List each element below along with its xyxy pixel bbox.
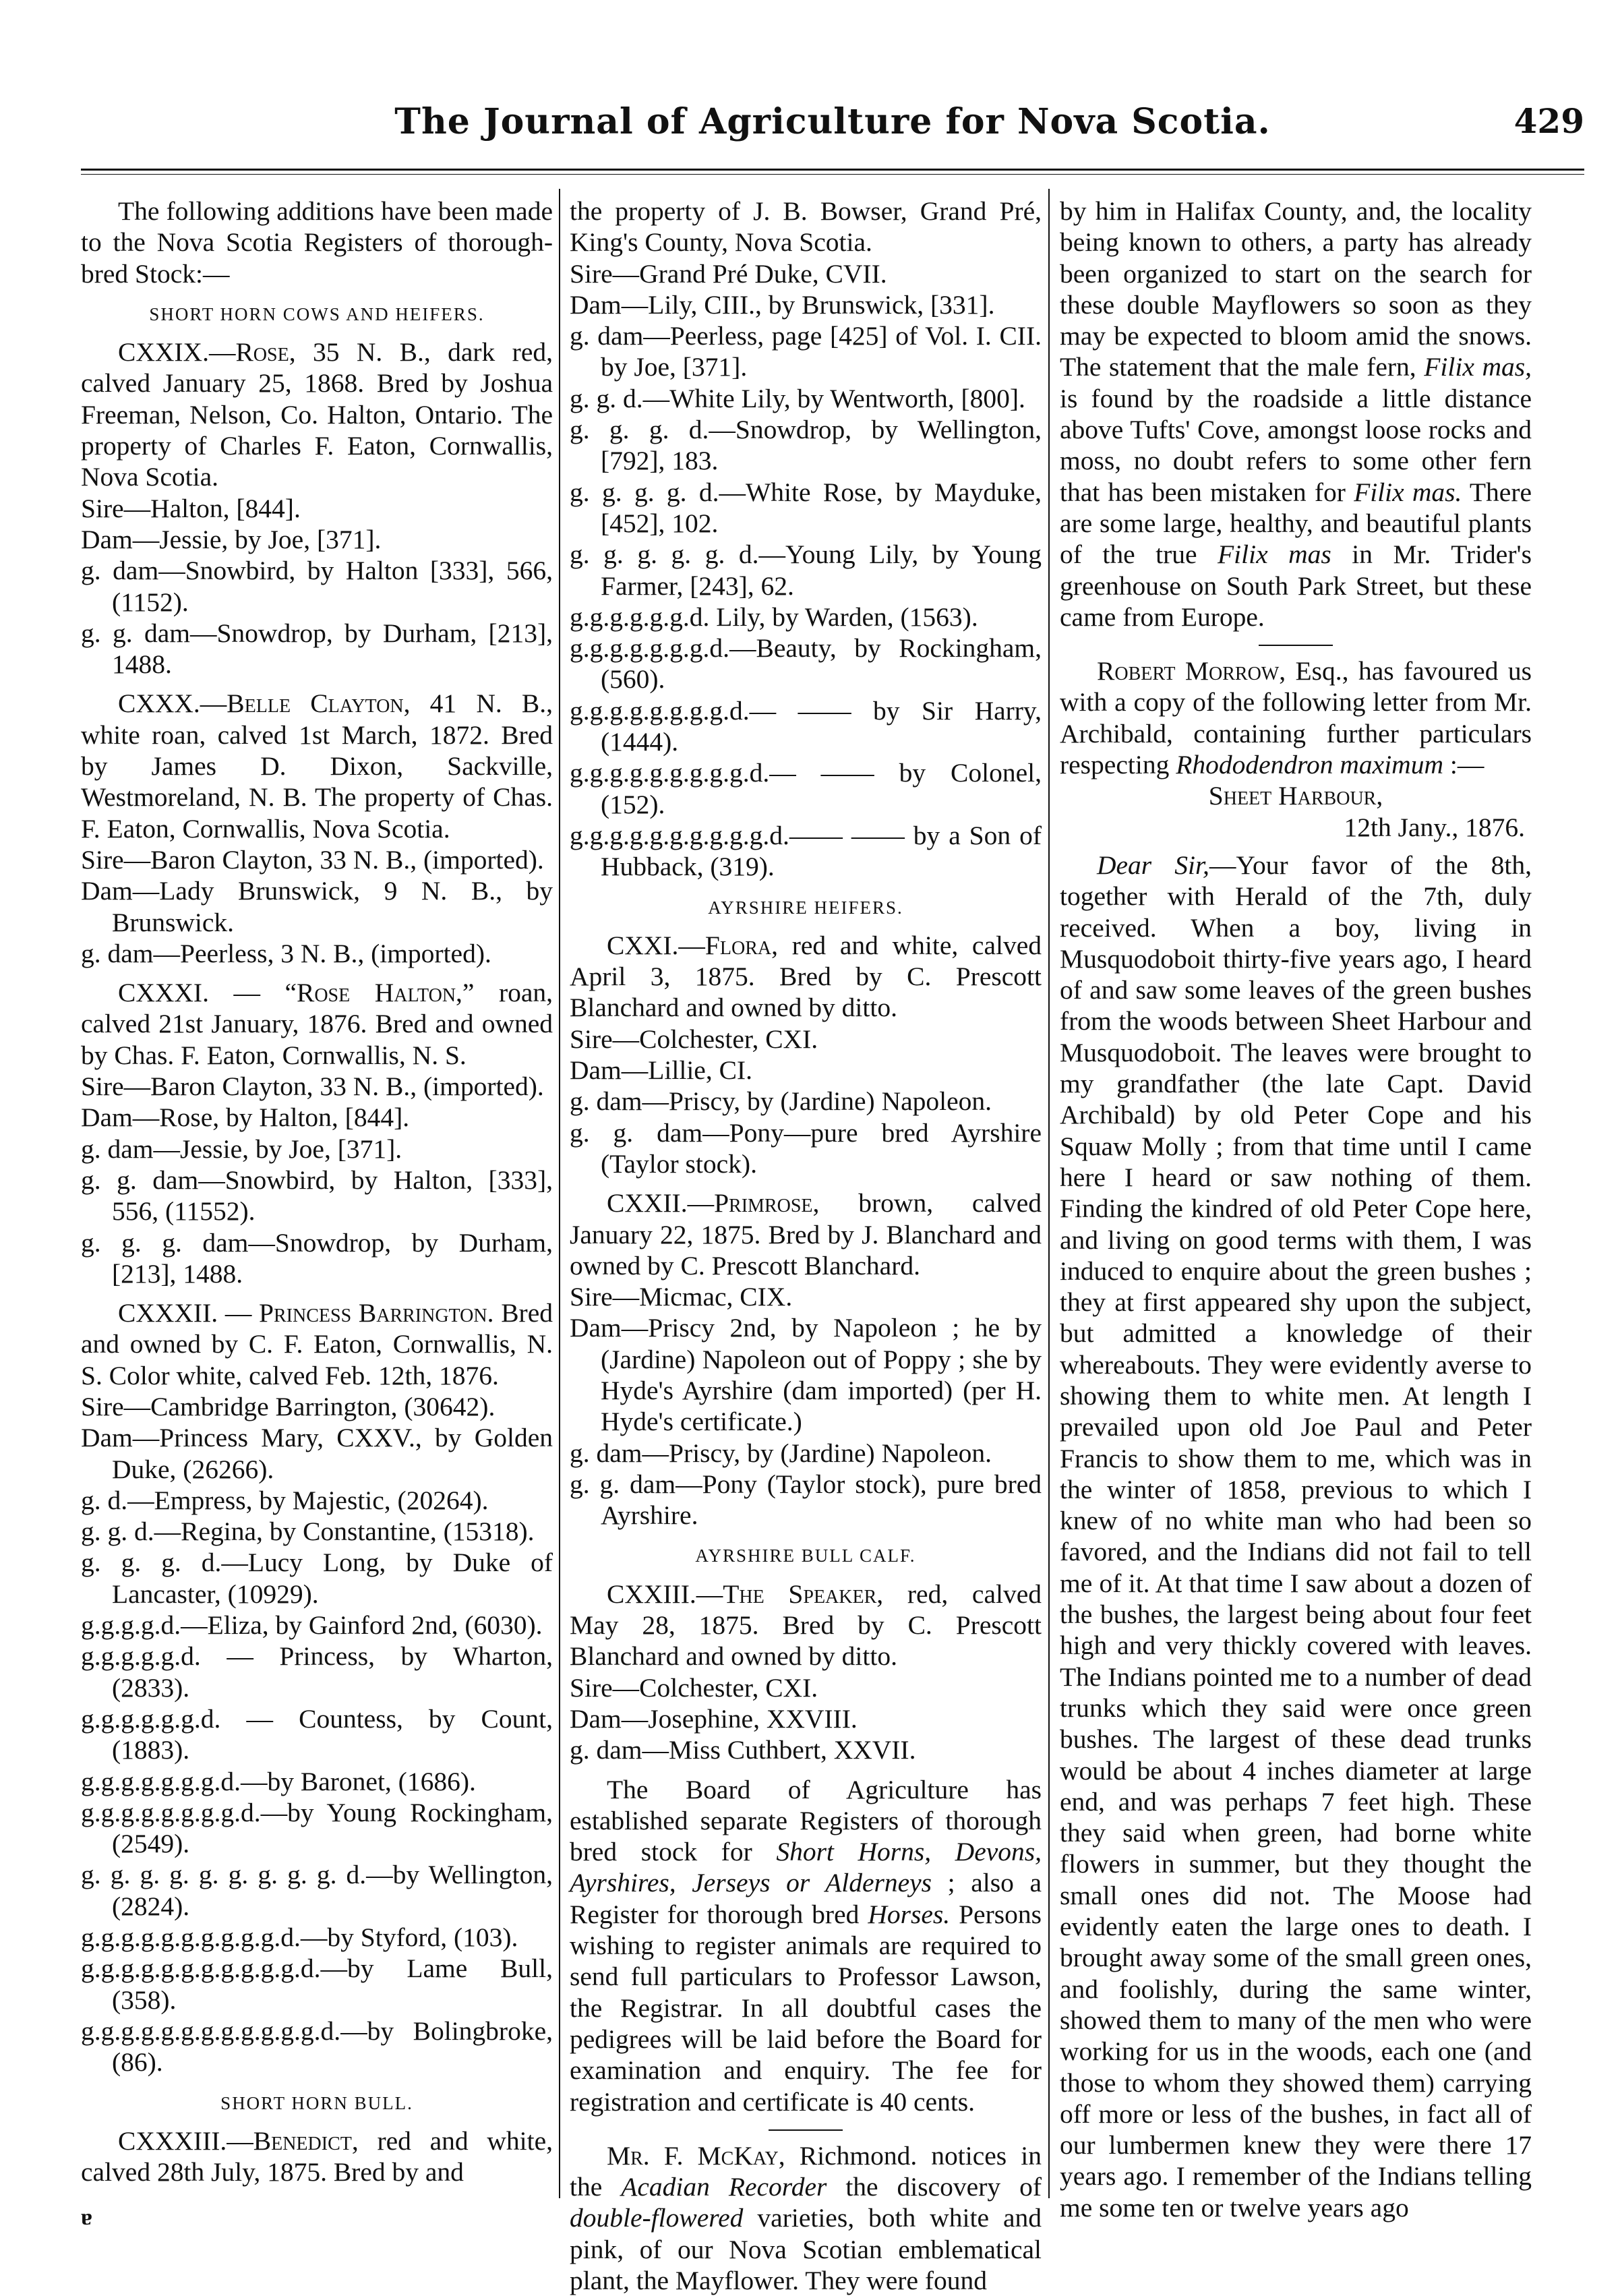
- column-divider-1: [559, 189, 560, 2198]
- pedigree-line: g. g. g. d.—Lucy Long, by Duke of Lancaster, (10929).: [81, 1548, 553, 1609]
- pedigree-line: g.g.g.g.d.—Eliza, by Gainford 2nd, (6030).: [81, 1610, 543, 1641]
- page-header: [81, 101, 1584, 155]
- letter-body: [1060, 850, 1532, 2223]
- letter-date: 12th Jany., 1876.: [1344, 812, 1525, 842]
- body-text: by him in Halifax County, and, the locality being known to others, a party has already been organized to start on the search for these double Mayflowers so soon as they may be expected to bloom amid the snows. The statement that the male fern,: [1060, 196, 1532, 382]
- page-number: 429: [1513, 101, 1584, 141]
- pedigree-line: g.g.g.g.g.g.g.g.g.g.g.d.—by Lame Bull, (358).: [81, 1953, 553, 2015]
- entry-133-continued: the property of J. B. Bowser, Grand Pré, King's County, Nova Scotia.: [570, 196, 1042, 258]
- column-divider-2: [1048, 189, 1050, 2198]
- entry-129-text: 35 N. B., dark red, calved January 25, 1868. Bred by Joshua Freeman, Nelson, Co. Halton, Ontario. The property of Charles F. Eaton, Cornwallis, Nova Scotia.: [81, 337, 553, 492]
- morrow-name: Robert Morrow,: [1097, 656, 1286, 686]
- pedigree-line: Sire—Halton, [844].: [81, 493, 301, 523]
- pedigree-line: g.g.g.g.g.g.g.g.g.d.— —— by Colonel, (152).: [570, 758, 1042, 819]
- entry-121-name: CXXI.—Flora,: [607, 930, 778, 960]
- pedigree-line: Dam—Priscy 2nd, by Napoleon ; he by (Jardine) Napoleon out of Poppy ; she by Hyde's Ayrshire (dam imported) (per H. Hyde's certificate.): [570, 1313, 1042, 1437]
- mayflower-continued: [1060, 196, 1532, 632]
- column-3: [1060, 196, 1532, 2223]
- entry-132-text: Bred and owned by C. F. Eaton, Cornwallis, N. S. Color white, calved Feb. 12th, 1876.: [81, 1298, 553, 1390]
- pedigree-line: g.g.g.g.g.g.g.g.g.g.d.—— —— by a Son of Hubback, (319).: [570, 820, 1042, 882]
- header-rule-thin: [81, 174, 1584, 175]
- pedigree-line: g.g.g.g.g.g.g.d.—Beauty, by Rockingham, (560).: [570, 633, 1042, 695]
- pedigree-line: Sire—Micmac, CIX.: [570, 1282, 793, 1312]
- mckay-paragraph: [570, 2140, 1042, 2296]
- pedigree-line: Dam—Rose, by Halton, [844].: [81, 1102, 410, 1133]
- section-heading-short-horn-bull: SHORT HORN BULL.: [220, 2092, 413, 2113]
- pedigree-line: g. dam—Priscy, by (Jardine) Napoleon.: [570, 1086, 992, 1117]
- entry-123-name: CXXIII.—The Speaker,: [607, 1579, 884, 1609]
- entry-130-text: 41 N. B., white roan, calved 1st March, 1872. Bred by James D. Dixon, Sackville, Westmoreland, N. B. The property of Chas. F. Eaton, Cornwallis, Nova Scotia.: [81, 688, 553, 844]
- body-text: :—: [1443, 750, 1484, 780]
- pedigree-line: g. dam—Miss Cuthbert, XXVII.: [570, 1735, 916, 1765]
- pedigree-line: g. g. d.—White Lily, by Wentworth, [800].: [570, 383, 1025, 413]
- entry-131: [81, 977, 553, 1071]
- pedigree-line: g. dam—Jessie, by Joe, [371].: [81, 1134, 402, 1164]
- entry-122-text: brown, calved January 22, 1875. Bred by J. Blanchard and owned by C. Prescott Blanchard.: [570, 1188, 1042, 1281]
- entry-131-text: roan, calved 21st January, 1876. Bred and owned by Chas. F. Eaton, Cornwallis, N. S.: [81, 978, 553, 1070]
- pedigree-line: g.g.g.g.g.d. — Princess, by Wharton, (2833).: [81, 1641, 553, 1703]
- pedigree-line: Dam—Lily, CIII., by Brunswick, [331].: [570, 289, 995, 320]
- board-text: The Board of Agriculture has established separate Registers of thorough bred stock for: [570, 1774, 1042, 1867]
- pedigree-line: Dam—Lady Brunswick, 9 N. B., by Brunswick.: [81, 876, 553, 937]
- pedigree-line: g. g. dam—Pony—pure bred Ayrshire (Taylor stock).: [570, 1117, 1042, 1179]
- entry-133-text: red and white, calved 28th July, 1875. Bred by and: [81, 2125, 553, 2187]
- latin-name: Rhododendron maximum: [1176, 750, 1443, 780]
- pedigree-line: g. g. g. g. d.—White Rose, by Mayduke, [452], 102.: [570, 477, 1042, 538]
- pedigree-line: g. g. g. g. g. g. g. g. g. d.—by Wellington, (2824).: [81, 1860, 553, 1921]
- pedigree-line: g.g.g.g.g.g.g.g.g.g.g.g.d.—by Bolingbroke, (86).: [81, 2015, 553, 2078]
- mckay-italic: double-flowered: [570, 2203, 744, 2233]
- pedigree-line: g. g. dam—Snowdrop, by Durham, [213], 1488.: [81, 618, 553, 680]
- pedigree-line: g. g. d.—Regina, by Constantine, (15318).: [81, 1517, 535, 1547]
- letter-text: —Your favor of the 8th, together with Herald of the 7th, duly received. When a boy, living in Musquodoboit thirty-five years ago, I heard of and saw some leaves of the green bushes from the woods between Sheet Harbour and Musquodoboit. The leaves were brought to my grandfather (the late Capt. David Archibald) by old Peter Cope and his Squaw Molly ; from that time until I came here I heard or saw nothing of them. Finding the kindred of old Peter Cope here, and living on good terms with them, I was induced to enquire about the green bushes ; they at first appeared shy upon the subject, but admitted a knowledge of their whereabouts. They were evidently averse to showing them to white men. At length I prevailed upon old Joe Paul and Peter Francis to show them to me, which was in the winter of 1858, previous to which I knew of no white man who had been so favored, and the Indians did not fail to tell me of it. At that time I saw about a dozen of the bushes, the largest being about four feet high and very thickly covered with leaves. The Indians pointed me to a number of dead trunks which they said were once green bushes. The largest of these dead trunks would be about 4 inches diameter at large end, and was perhaps 7 feet high. These they said when green, had borne white flowers in summer, but they thought the small ones did not. The Moose had evidently eaten the large ones to death. I brought away some of the small green ones, and foolishly, during the same winter, showed them to many of the men who were working for us in the woods, each one (and those to whom they showed them) carrying off more or less of the bushes, in fact all of our lumbermen knew they were there 17 years ago. I remember of the Indians telling me some ten or twelve years ago: [1060, 850, 1532, 2223]
- pedigree-line: g. dam—Priscy, by (Jardine) Napoleon.: [570, 1438, 992, 1468]
- column-2: [570, 196, 1042, 2295]
- header-rule-thick: [81, 169, 1584, 171]
- board-text: ; also a Register for thorough bred: [570, 1868, 1042, 1929]
- pedigree-line: g. g. g. d.—Snowdrop, by Wellington, [792], 183.: [570, 415, 1042, 476]
- pedigree-line: Sire—Cambridge Barrington, (30642).: [81, 1391, 496, 1421]
- latin-name: Filix mas.: [1354, 477, 1462, 507]
- entry-121: [570, 930, 1042, 1024]
- section-heading-ayrshire-bull-calf: AYRSHIRE BULL CALF.: [695, 1546, 916, 1566]
- mckay-text: Richmond. notices in the: [570, 2140, 1042, 2202]
- journal-title: The Journal of Agriculture for Nova Scotia.: [394, 101, 1271, 142]
- entry-129: [81, 336, 553, 492]
- pedigree-line: g. g. g. g. g. d.—Young Lily, by Young Farmer, [243], 62.: [570, 539, 1042, 601]
- body-text: in Mr. Trider's greenhouse on South Park Street, but these came from Europe.: [1060, 539, 1532, 632]
- section-divider: [1259, 645, 1333, 646]
- pedigree-line: g. d.—Empress, by Majestic, (20264).: [81, 1485, 489, 1515]
- pedigree-line: Sire—Colchester, CXI.: [570, 1024, 818, 1054]
- entry-130-name: CXXX.—Belle Clayton,: [118, 688, 411, 719]
- pedigree-line: g.g.g.g.g.g.d. Lily, by Warden, (1563).: [570, 601, 978, 632]
- latin-name: Filix mas,: [1424, 352, 1532, 382]
- pedigree-line: g. dam—Peerless, page [425] of Vol. I. CII. by Joe, [371].: [570, 321, 1042, 382]
- entry-130: [81, 688, 553, 844]
- pedigree-line: g.g.g.g.g.g.d. — Countess, by Count, (1883).: [81, 1703, 553, 1765]
- pedigree-line: Sire—Colchester, CXI.: [570, 1672, 818, 1703]
- board-breeds: Short Horns, Devons, Ayrshires, Jerseys or Alderneys: [570, 1837, 1042, 1898]
- entry-132-name: CXXXII. — Princess Barrington.: [118, 1298, 494, 1328]
- pedigree-line: Sire—Baron Clayton, 33 N. B., (imported).: [81, 1071, 544, 1102]
- entry-133-name: CXXXIII.—Benedict,: [118, 2125, 359, 2156]
- pedigree-line: Sire—Baron Clayton, 33 N. B., (imported).: [81, 844, 544, 875]
- pedigree-line: g. g. dam—Snowbird, by Halton, [333], 556, (11552).: [81, 1165, 553, 1227]
- body-text: is found by the roadside a little distance above Tufts' Cove, amongst loose rocks and moss, no doubt refers to some other fern that has been mistaken for: [1060, 383, 1532, 507]
- pedigree-line: Dam—Princess Mary, CXXV., by Golden Duke, (26266).: [81, 1423, 553, 1484]
- morrow-paragraph: [1060, 655, 1532, 780]
- body-text: There are some large, healthy, and beautiful plants of the true: [1060, 477, 1532, 570]
- section-heading-short-horn-cows: SHORT HORN COWS AND HEIFERS.: [149, 303, 485, 324]
- intro-paragraph: The following additions have been made to the Nova Scotia Registers of thorough-bred Stock:—: [81, 196, 553, 289]
- pedigree-line: g. dam—Peerless, 3 N. B., (imported).: [81, 938, 491, 968]
- mckay-text: the discovery of: [827, 2172, 1042, 2202]
- pedigree-line: g.g.g.g.g.g.g.g.d.—by Young Rockingham, (2549).: [81, 1797, 553, 1859]
- footer-mark: ɐ: [81, 2205, 92, 2230]
- pedigree-line: g. dam—Snowbird, by Halton [333], 566, (1152).: [81, 556, 553, 617]
- pedigree-line: g. g. g. dam—Snowdrop, by Durham, [213], 1488.: [81, 1227, 553, 1289]
- entry-123-text: red, calved May 28, 1875. Bred by C. Prescott Blanchard and owned by ditto.: [570, 1579, 1042, 1672]
- pedigree-line: g.g.g.g.g.g.g.d.—by Baronet, (1686).: [81, 1766, 476, 1796]
- entry-132: [81, 1297, 553, 1391]
- mckay-text: varieties, both white and pink, of our Nova Scotian emblematical plant, the Mayflower. They were found: [570, 2203, 1042, 2295]
- entry-131-name: CXXXI. — “Rose Halton,”: [118, 978, 475, 1008]
- pedigree-line: Dam—Jessie, by Joe, [371].: [81, 524, 382, 554]
- mckay-name: Mr. F. McKay,: [607, 2140, 785, 2171]
- entry-122-name: CXXII.—Primrose,: [607, 1188, 820, 1218]
- board-horses: Horses.: [868, 1899, 951, 1929]
- pedigree-line: g. g. dam—Pony (Taylor stock), pure bred Ayrshire.: [570, 1469, 1042, 1531]
- entry-122: [570, 1187, 1042, 1281]
- latin-name: Filix mas: [1218, 539, 1331, 570]
- board-text: Persons wishing to register animals are required to send full particulars to Professor Lawson, the Registrar. In all doubtful cases the pedigrees will be laid before the Board for examination and enquiry. The fee for registration and certificate is 40 cents.: [570, 1899, 1042, 2117]
- pedigree-line: Dam—Josephine, XXVIII.: [570, 1703, 858, 1734]
- pedigree-line: Dam—Lillie, CI.: [570, 1055, 752, 1086]
- entry-123: [570, 1579, 1042, 1672]
- pedigree-line: g.g.g.g.g.g.g.g.d.— —— by Sir Harry, (1444).: [570, 695, 1042, 757]
- pedigree-line: Sire—Grand Pré Duke, CVII.: [570, 258, 887, 289]
- pedigree-line: g.g.g.g.g.g.g.g.g.g.d.—by Styford, (103).: [81, 1922, 518, 1953]
- section-heading-ayrshire-heifers: AYRSHIRE HEIFERS.: [708, 897, 903, 918]
- newspaper-title: Acadian Recorder: [621, 2172, 827, 2202]
- board-notice-paragraph: [570, 1774, 1042, 2117]
- column-1: [81, 196, 553, 2185]
- entry-129-name: CXXIX.—Rose,: [118, 337, 296, 367]
- entry-121-text: red and white, calved April 3, 1875. Bred by C. Prescott Blanchard and owned by ditto.: [570, 930, 1042, 1023]
- letter-salutation: Dear Sir,: [1097, 850, 1209, 880]
- body-text: Esq., has favoured us with a copy of the following letter from Mr. Archibald, containing further particulars respecting: [1060, 656, 1532, 780]
- letter-place: Sheet Harbour,: [1208, 781, 1383, 811]
- section-divider: [769, 2129, 843, 2131]
- entry-133: [81, 2125, 553, 2188]
